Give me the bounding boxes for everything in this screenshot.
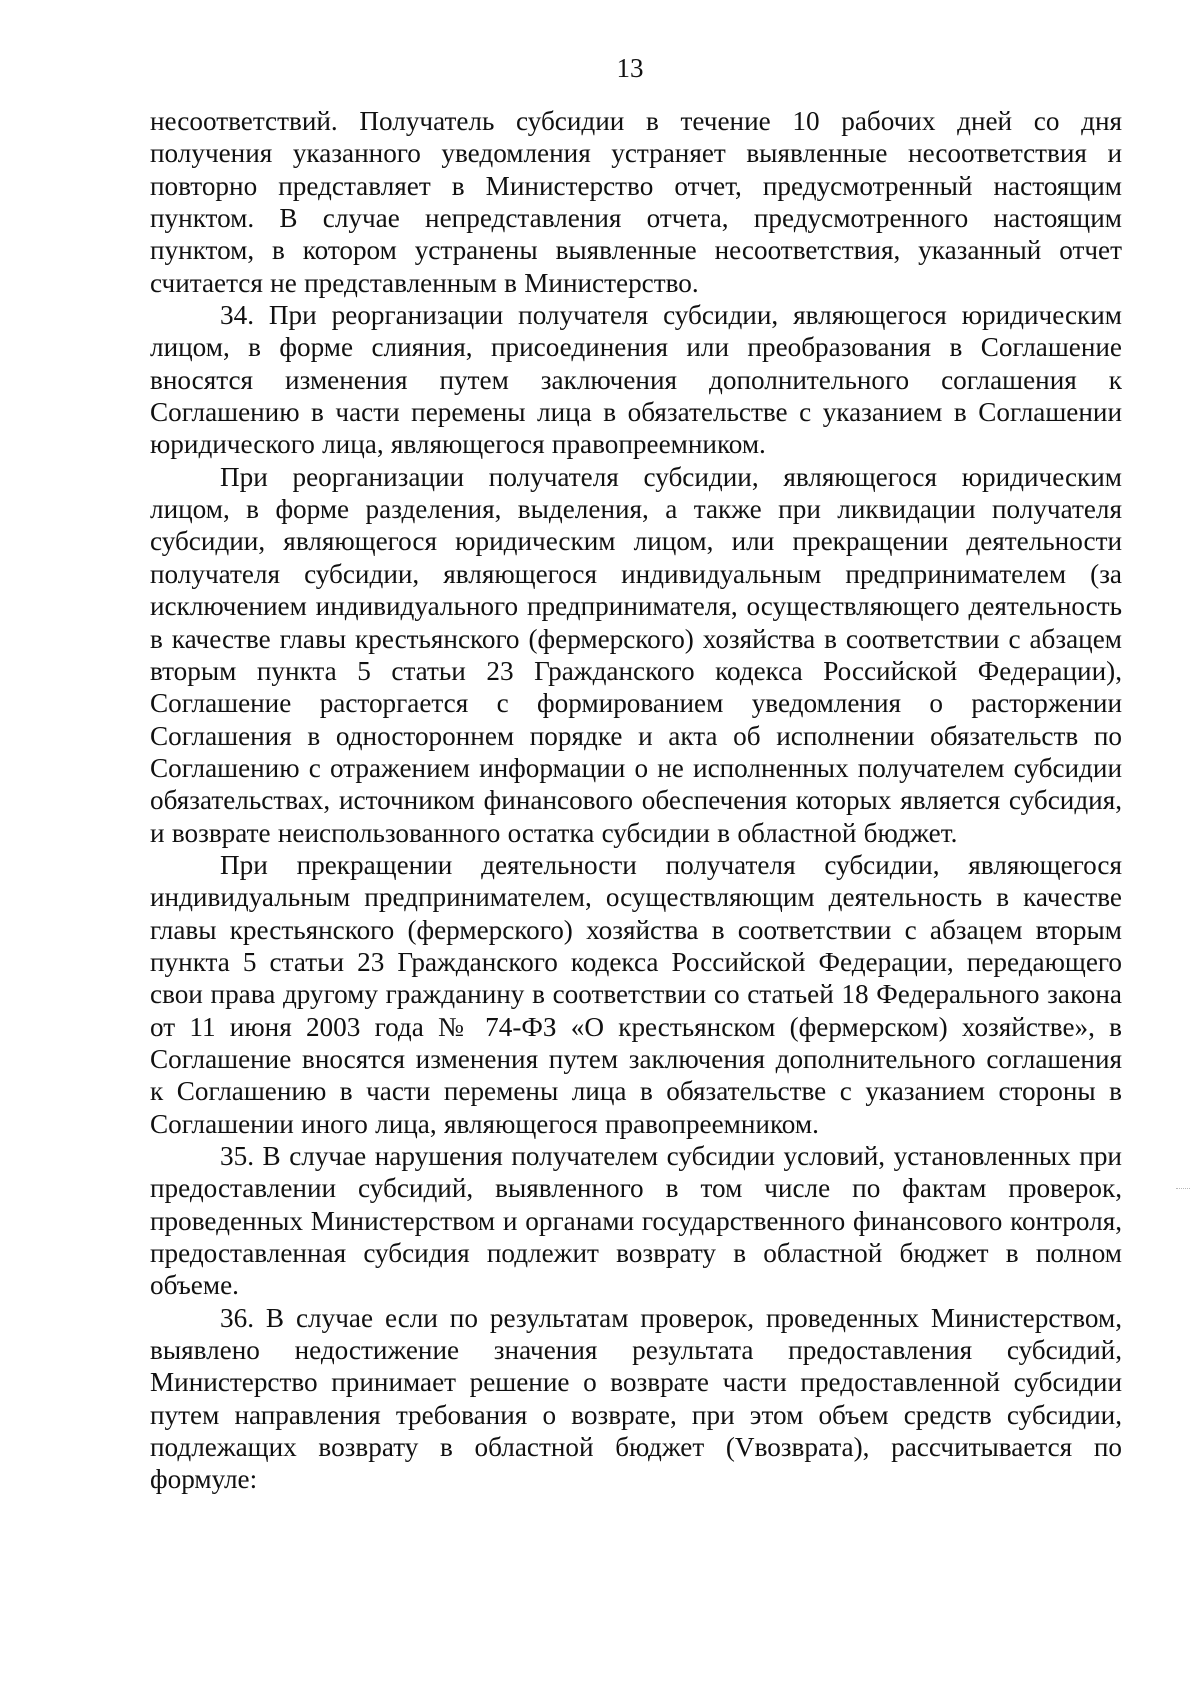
page-number: 13 xyxy=(616,53,644,83)
paragraph-continuation: несоответствий. Получатель субсидии в течение 10 рабочих дней со дня получения указанного уведомления устраняет выявленные несоответствия и повторно представляет в Министерство отчет, предусмотренный настоящим пунктом. В случае непредставления отчета, предусмотренного настоящим пунктом, в котором устранены выявленные несоответствия, указанный отчет считается не представленным в Министерство. xyxy=(150,106,1122,298)
scan-artifact xyxy=(1176,1188,1190,1191)
paragraph-termination-farm-head: При прекращении деятельности получателя субсидии, являющегося индивидуальным предпринимателем, осуществляющим деятельность в качестве главы крестьянского (фермерского) хозяйства в соответствии с абзацем вторым пункта 5 статьи 23 Гражданского кодекса Российской Федерации, передающего свои права другому гражданину в соответствии со статьей 18 Федерального закона от 11 июня 2003 года № 74-ФЗ «О крестьянском (фермерском) хозяйстве», в Соглашение вносятся изменения путем заключения дополнительного соглашения к Соглашению в части перемены лица в обязательстве с указанием стороны в Соглашении иного лица, являющегося правопреемником. xyxy=(150,849,1122,1139)
paragraph-reorganization-division: При реорганизации получателя субсидии, являющегося юридическим лицом, в форме разделения, выделения, а также при ликвидации получателя субсидии, являющегося юридическим лицом, или прекращении деятельности получателя субсидии, являющегося индивидуальным предпринимателем (за исключением индивидуального предпринимателя, осуществляющего деятельность в качестве главы крестьянского (фермерского) хозяйства в соответствии с абзацем вторым пункта 5 статьи 23 Гражданского кодекса Российской Федерации), Соглашение расторгается с формированием уведомления о расторжении Соглашения в одностороннем порядке и акта об исполнении обязательств по Соглашению с отражением информации о не исполненных получателем субсидии обязательствах, источником финансового обеспечения которых является субсидия, и возврате неиспользованного остатка субсидии в областной бюджет. xyxy=(150,461,1122,848)
paragraph-item-34: 34. При реорганизации получателя субсидии, являющегося юридическим лицом, в форме слияния, присоединения или преобразования в Соглашение вносятся изменения путем заключения дополнительного соглашения к Соглашению в части перемены лица в обязательстве с указанием в Соглашении юридического лица, являющегося правопреемником. xyxy=(150,300,1122,460)
paragraph-item-36: 36. В случае если по результатам проверок, проведенных Министерством, выявлено недостижение значения результата предоставления субсидий, Министерство принимает решение о возврате части предоставленной субсидии путем направления требования о возврате, при этом объем средств субсидии, подлежащих возврату в областной бюджет (Vвозврата), рассчитывается по формуле: xyxy=(150,1302,1122,1495)
paragraph-item-35: 35. В случае нарушения получателем субсидии условий, установленных при предоставлении субсидий, выявленного в том числе по фактам проверок, проведенных Министерством и органами государственного финансового контроля, предоставленная субсидия подлежит возврату в областной бюджет в полном объеме. xyxy=(150,1141,1122,1301)
document-body xyxy=(150,105,1122,1496)
